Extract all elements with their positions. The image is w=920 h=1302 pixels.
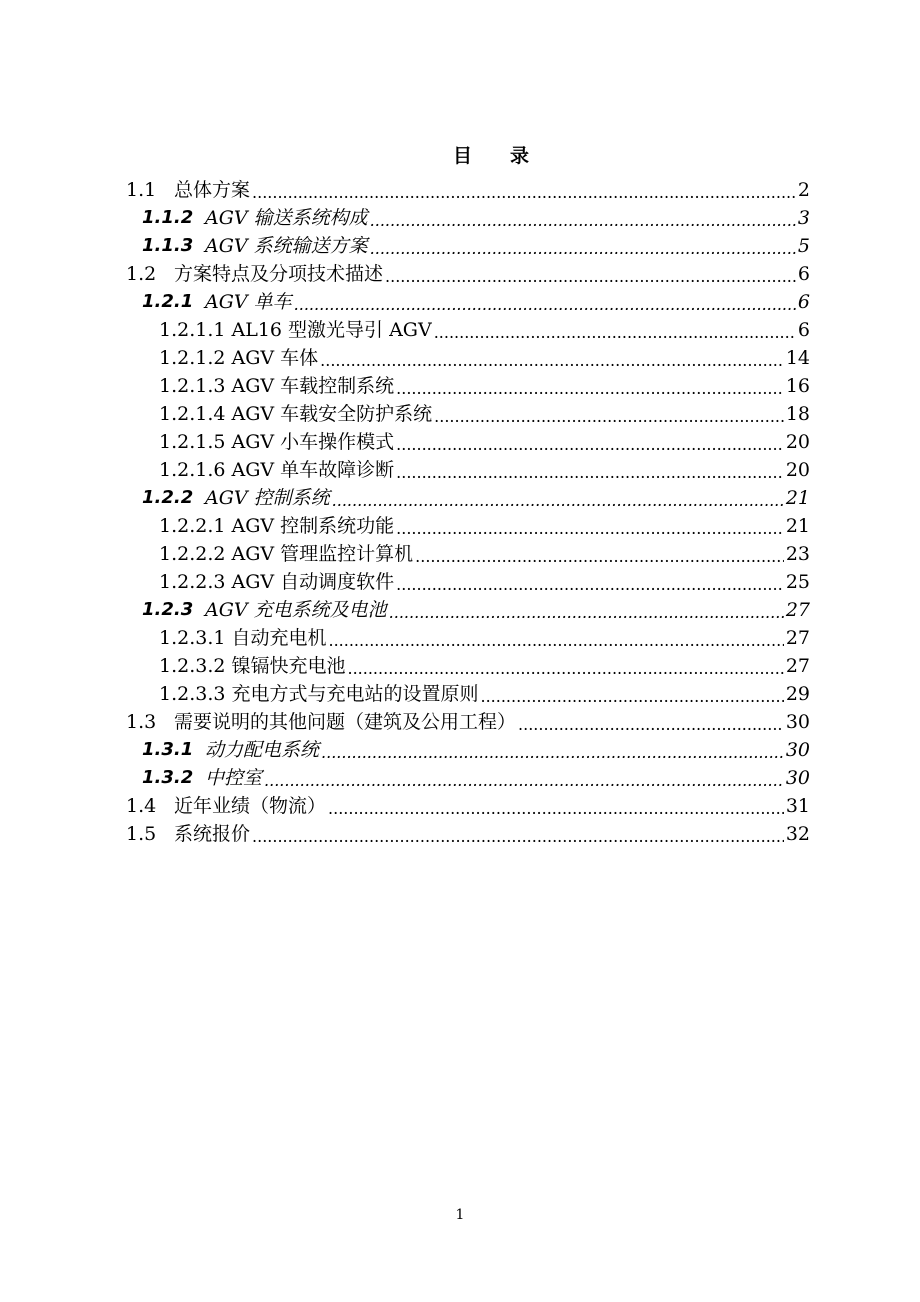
toc-dot-leader xyxy=(320,344,784,372)
toc-entry-page: 20 xyxy=(785,431,810,453)
toc-dot-leader xyxy=(328,792,784,820)
toc-entry-number: 1.2.1.3 xyxy=(159,375,226,397)
toc-entry[interactable] xyxy=(159,372,810,400)
toc-entry-number: 1.2.1.2 xyxy=(159,347,226,369)
toc-dot-leader xyxy=(389,596,784,624)
toc-entry-page: 16 xyxy=(785,375,810,397)
toc-entry-number: 1.3.1 xyxy=(142,739,194,760)
toc-entry-title: 近年业绩（物流） xyxy=(174,795,327,817)
toc-entry[interactable] xyxy=(126,176,810,204)
toc-entry-number: 1.2.1.4 xyxy=(159,403,226,425)
toc-dot-leader xyxy=(396,372,784,400)
toc-entry-number: 1.4 xyxy=(126,795,157,817)
toc-entry-title: AGV 控制系统 xyxy=(205,487,330,509)
toc-entry-title: 镍镉快充电池 xyxy=(231,655,346,677)
toc-dot-leader xyxy=(434,316,796,344)
toc-dot-leader xyxy=(434,400,784,428)
toc-entry-title: AGV 单车故障诊断 xyxy=(231,459,395,481)
toc-entry-page: 27 xyxy=(785,655,810,677)
toc-entry-page: 32 xyxy=(785,823,810,845)
toc-entry-number: 1.2.1.1 xyxy=(159,319,226,341)
toc-entry-page: 20 xyxy=(785,459,810,481)
toc-dot-leader xyxy=(264,764,784,792)
toc-entry-title: 自动充电机 xyxy=(231,627,327,649)
toc-entry-page: 14 xyxy=(785,347,810,369)
toc-entry-number: 1.2.3 xyxy=(142,599,194,620)
toc-entry-page: 23 xyxy=(785,543,810,565)
toc-dot-leader xyxy=(396,568,784,596)
toc-entry[interactable] xyxy=(126,792,810,820)
toc-entry-page: 27 xyxy=(785,599,810,621)
toc-entry[interactable] xyxy=(159,568,810,596)
toc-dot-leader xyxy=(370,204,796,232)
toc-dot-leader xyxy=(385,260,796,288)
toc-entry[interactable] xyxy=(159,428,810,456)
toc-entry-number: 1.2.1 xyxy=(142,291,194,312)
toc-entry-page: 18 xyxy=(785,403,810,425)
toc-entry[interactable] xyxy=(142,596,810,624)
toc-entry-page: 5 xyxy=(797,235,810,257)
toc-dot-leader xyxy=(518,708,784,736)
toc-dot-leader xyxy=(370,232,796,260)
toc-entry-number: 1.2.1.5 xyxy=(159,431,226,453)
toc-entry-title: AGV 车载安全防护系统 xyxy=(231,403,433,425)
toc-entry-number: 1.2.1.6 xyxy=(159,459,226,481)
toc-entry-title: AGV 控制系统功能 xyxy=(231,515,395,537)
toc-entry-page: 25 xyxy=(785,571,810,593)
toc-entry[interactable] xyxy=(159,344,810,372)
toc-dot-leader xyxy=(252,820,784,848)
toc-heading-first-char: 目 xyxy=(452,145,472,167)
toc-heading xyxy=(0,141,920,168)
toc-entry-title: 总体方案 xyxy=(174,179,251,201)
toc-entry[interactable] xyxy=(142,288,810,316)
toc-entry-title: AGV 小车操作模式 xyxy=(231,431,395,453)
toc-entry-page: 6 xyxy=(797,291,810,313)
toc-entry-number: 1.2.2.1 xyxy=(159,515,226,537)
toc-entry-title: AGV 自动调度软件 xyxy=(231,571,395,593)
toc-dot-leader xyxy=(396,428,784,456)
toc-dot-leader xyxy=(481,680,784,708)
toc-entry-page: 29 xyxy=(785,683,810,705)
toc-entry-number: 1.3 xyxy=(126,711,157,733)
toc-entry-page: 21 xyxy=(785,487,810,509)
toc-dot-leader xyxy=(294,288,796,316)
toc-entry-number: 1.2.2.3 xyxy=(159,571,226,593)
toc-entry-title: AGV 系统输送方案 xyxy=(205,235,368,257)
toc-entry-page: 3 xyxy=(797,207,810,229)
toc-dot-leader xyxy=(329,624,784,652)
toc-entry[interactable] xyxy=(142,764,810,792)
toc-entry[interactable] xyxy=(159,512,810,540)
toc-entry-number: 1.2 xyxy=(126,263,157,285)
toc-entry-title: AGV 车载控制系统 xyxy=(231,375,395,397)
toc-entry-number: 1.2.2.2 xyxy=(159,543,226,565)
toc-entry-number: 1.2.3.2 xyxy=(159,655,226,677)
toc-entry-page: 6 xyxy=(797,263,810,285)
toc-entry-title: AGV 管理监控计算机 xyxy=(231,543,414,565)
toc-dot-leader xyxy=(321,736,784,764)
toc-entry-title: AGV 输送系统构成 xyxy=(205,207,368,229)
toc-entry[interactable] xyxy=(142,484,810,512)
toc-entry-number: 1.1.3 xyxy=(142,235,194,256)
toc-entry-number: 1.1 xyxy=(126,179,157,201)
toc-entry[interactable] xyxy=(159,456,810,484)
toc-dot-leader xyxy=(396,456,784,484)
toc-entry-title: 中控室 xyxy=(205,767,263,789)
toc-entry-number: 1.3.2 xyxy=(142,767,194,788)
toc-entry[interactable] xyxy=(159,652,810,680)
toc-entry[interactable] xyxy=(159,540,810,568)
toc-entry[interactable] xyxy=(159,624,810,652)
toc-entry-page: 30 xyxy=(785,711,810,733)
toc-entry-page: 6 xyxy=(797,319,810,341)
toc-entry-number: 1.5 xyxy=(126,823,157,845)
toc-dot-leader xyxy=(348,652,784,680)
toc-entry[interactable] xyxy=(159,680,810,708)
toc-entry-page: 30 xyxy=(785,767,810,789)
toc-entry[interactable] xyxy=(126,260,810,288)
toc-entry-number: 1.1.2 xyxy=(142,207,194,228)
toc-dot-leader xyxy=(332,484,784,512)
toc-entry-page: 31 xyxy=(785,795,810,817)
toc-entry-title: AGV 车体 xyxy=(231,347,319,369)
toc-entry-title: AGV 充电系统及电池 xyxy=(205,599,387,621)
toc-entry-page: 27 xyxy=(785,627,810,649)
toc-entry-page: 21 xyxy=(785,515,810,537)
toc-entry-title: 需要说明的其他问题（建筑及公用工程） xyxy=(174,711,517,733)
toc-entry-number: 1.2.2 xyxy=(142,487,194,508)
toc-entry-number: 1.2.3.1 xyxy=(159,627,226,649)
toc-entry-title: 动力配电系统 xyxy=(205,739,320,761)
toc-heading-second-char: 录 xyxy=(510,145,530,167)
toc-entry[interactable] xyxy=(159,316,810,344)
toc-entry[interactable] xyxy=(142,204,810,232)
toc-dot-leader xyxy=(396,512,784,540)
page-number: 1 xyxy=(455,1207,465,1223)
toc-entry-title: AGV 单车 xyxy=(205,291,292,313)
toc-entry[interactable] xyxy=(159,400,810,428)
toc-dot-leader xyxy=(415,540,784,568)
toc-entry[interactable] xyxy=(126,820,810,848)
toc-entry-page: 30 xyxy=(785,739,810,761)
toc-entry-title: 充电方式与充电站的设置原则 xyxy=(231,683,479,705)
toc-entry-title: 方案特点及分项技术描述 xyxy=(174,263,384,285)
toc-entry-page: 2 xyxy=(797,179,810,201)
toc-dot-leader xyxy=(252,176,796,204)
toc-entry-title: AL16 型激光导引 AGV xyxy=(231,319,432,341)
toc-entry-title: 系统报价 xyxy=(174,823,251,845)
toc-entry[interactable] xyxy=(126,708,810,736)
toc-entry[interactable] xyxy=(142,736,810,764)
toc-entry-number: 1.2.3.3 xyxy=(159,683,226,705)
toc-entry[interactable] xyxy=(142,232,810,260)
